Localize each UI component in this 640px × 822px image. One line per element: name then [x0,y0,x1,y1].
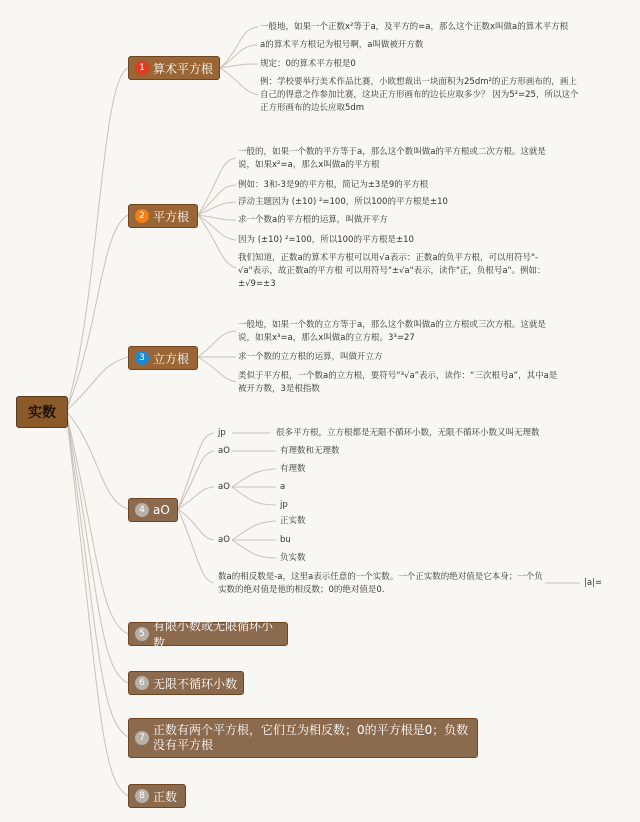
branch-node-8[interactable] [128,784,186,808]
link-root-8 [66,411,128,796]
number-badge-7: 7 [135,731,149,745]
note-1-3: 规定：0的算术平方根是0 [260,59,356,69]
branch-node-6[interactable] [128,671,244,695]
item-4-1-key: jp [218,428,226,438]
branch-label-6: 无限不循环小数 [153,676,238,691]
number-badge-4: 4 [135,503,149,517]
branch-label-5: 有限小数或无限循环小数 [153,619,274,650]
number-badge-2: 2 [135,209,149,223]
note-2-3: 浮动主题因为 (±10) ²=100，所以100的平方根是±10 [238,197,448,207]
note-3-2: 求一个数的立方根的运算，叫做开立方 [238,352,383,362]
item-4-4-key: aO [218,535,230,545]
note-2-1: 一般的，如果一个数的平方等于a，那么这个数叫做a的平方根或二次方根。这就是说，如果x²=a，那么x叫做a的平方根 [238,147,546,170]
number-badge-3: 3 [135,351,149,365]
link-root-2 [66,215,128,411]
branch-label-8: 正数 [153,789,178,804]
branch-node-1[interactable] [128,56,220,80]
link-root-1 [66,68,128,411]
number-badge-1: 1 [135,61,149,75]
note-1-2: a的算术平方根记为根号啊，a叫做被开方数 [260,40,424,50]
item-4-3-sub-1: 有理数 [280,464,306,474]
note-1-4: 例：学校要举行美术作品比赛，小欧想裁出一块面积为25dm²的正方形画布的，画上自己的得意之作参加比赛，这块正方形画布的边长应取多少？ 因为5²=25，所以这个正方形画布的边长应取5dm [260,77,579,113]
item-4-2-key: aO [218,446,230,456]
branch-label-3: 立方根 [153,351,190,366]
item-4-3-key: aO [218,482,230,492]
branch-node-2[interactable] [128,204,198,228]
branch-label-7: 正数有两个平方根，它们互为相反数；0的平方根是0；负数没有平方根 [153,723,469,752]
number-badge-8: 8 [135,789,149,803]
note-2-2: 例如：3和-3是9的平方根，简记为±3是9的平方根 [238,180,429,190]
note-1-1: 一般地，如果一个正数x²等于a，及平方的=a，那么这个正数x叫做a的算术平方根 [260,22,569,32]
link-root-3 [66,357,128,411]
branch-node-5[interactable] [128,619,288,650]
number-badge-5: 5 [135,627,149,641]
branch-label-2: 平方根 [153,209,190,224]
number-badge-6: 6 [135,676,149,690]
branch-node-4[interactable] [128,498,178,522]
note-3-3: 类似于平方根，一个数a的立方根，要符号“³√a”表示，读作：“三次根号a”，其中a是被开方数，3是根指数 [238,371,558,394]
item-4-1-text: 很多平方根，立方根都是无限不循环小数，无限不循环小数又叫无理数 [276,428,540,438]
note-2-4: 求一个数a的平方根的运算，叫做开平方 [238,215,388,225]
item-4-4-sub-2: bu [280,535,291,545]
note-2-5: 因为 (±10) ²=100，所以100的平方根是±10 [238,235,414,245]
root-node[interactable]: 实数 [16,396,68,428]
note-4-abs: 数a的相反数是-a，这里a表示任意的一个实数。一个正实数的绝对值是它本身；一个负实数的绝对值是他的相反数；0的绝对值是0. [218,572,543,595]
note-3-1: 一般地，如果一个数的立方等于a，那么这个数叫做a的立方根或三次方根。这就是说，如果x³=a，那么x叫做a的立方根。3³=27 [238,320,546,343]
branch-label-4: aO [153,503,170,517]
item-4-4-sub-3: 负实数 [280,553,306,563]
branch-node-3[interactable] [128,346,198,370]
item-4-2-text: 有理数和无理数 [280,446,340,456]
branch-label-1: 算术平方根 [153,61,214,76]
item-4-3-sub-2: a [280,482,286,492]
item-4-4-sub-1: 正实数 [280,516,306,526]
branch-node-7[interactable] [128,718,478,758]
abs-symbol: |a|= [584,578,603,588]
item-4-3-sub-3: jp [280,500,288,510]
note-2-6: 我们知道，正数a的算术平方根可以用√a表示：正数a的负平方根，可以用符号"-√a"表示，故正数a的平方根 可以用符号"±√a"表示，读作"正，负根号a"。例如：±√9=±3 [238,253,546,289]
